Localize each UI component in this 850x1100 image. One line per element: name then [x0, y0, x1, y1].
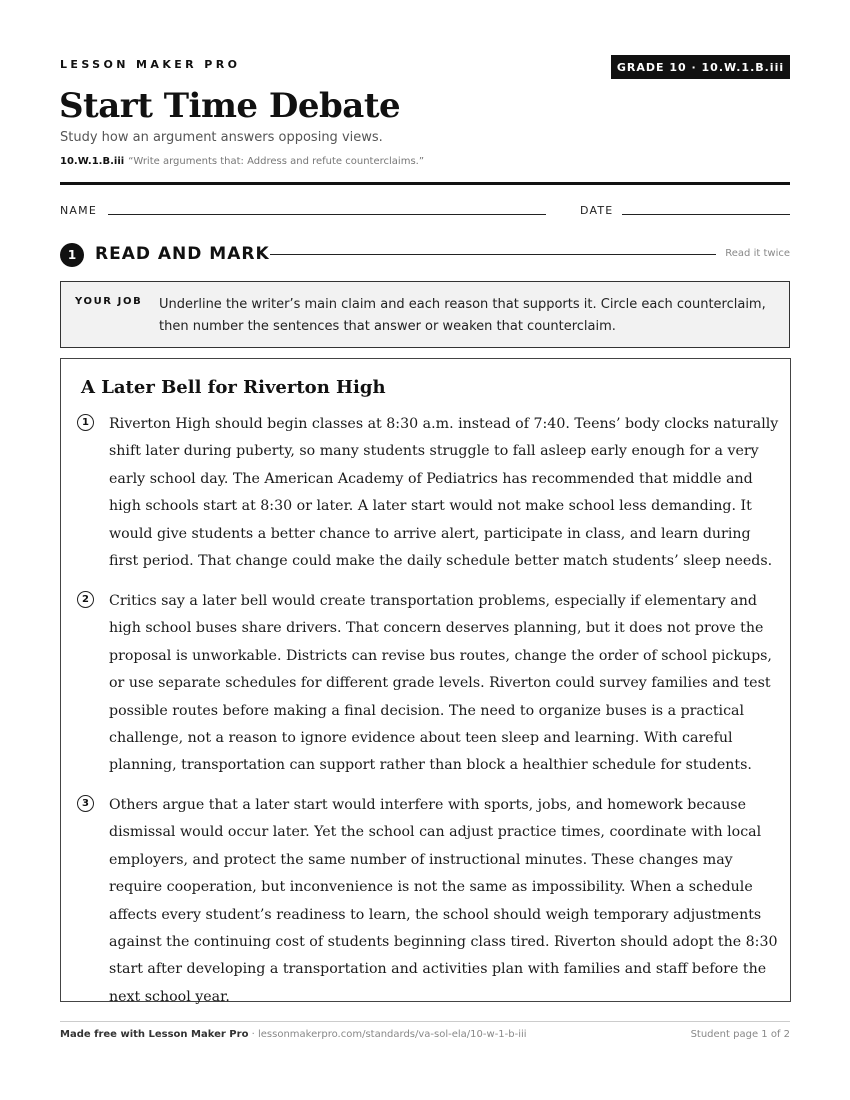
paragraph-3: Others argue that a later start would interfere with sports, jobs, and homework because dismissal would occur later. Yet the school can adjust practice times, coordinate with local employers, and protect the same number of instructional minutes. These changes may require cooperation, but inconvenience is not the same as impossibility. When a schedule affects every student’s readiness to learn, the school should weigh temporary adjustments against the continuing cost of students beginning class tired. Riverton should adopt the 8:30 start after developing a transportation and activities plan with families and staff before the next school year.: [109, 797, 778, 1005]
instructions-text: Underline the writer’s main claim and each reason that supports it. Circle each counterclaim, then number the sentences that answer or weaken that counterclaim.: [159, 297, 766, 334]
standard-code: 10.W.1.B.iii: [60, 156, 125, 167]
paragraph-1: Riverton High should begin classes at 8:30 a.m. instead of 7:40. Teens’ body clocks naturally shift later during puberty, so many students struggle to fall asleep early enough for a very early school day. The American Academy of Pediatrics has recommended that middle and high schools start at 8:30 or later. A later start would not make school less demanding. It would give students a better chance to arrive alert, participate in class, and learn during first period. That change could make the daily schedule better match students’ sleep needs.: [109, 416, 779, 570]
grade-standard-badge: GRADE 10 · 10.W.1.B.iii: [611, 55, 790, 79]
page-title: Start Time Debate: [59, 86, 401, 126]
name-field[interactable]: [108, 214, 546, 215]
header-divider: [60, 182, 790, 185]
footer-divider: [60, 1021, 790, 1022]
footer-page-number: Student page 1 of 2: [690, 1029, 790, 1040]
footer-made-with: Made free with Lesson Maker Pro: [60, 1029, 249, 1040]
section-title: READ AND MARK: [95, 244, 270, 264]
article-title: A Later Bell for Riverton High: [81, 377, 386, 398]
section-divider: [270, 254, 716, 255]
paragraph-2: Critics say a later bell would create transportation problems, especially if elementary and high school buses share drivers. That concern deserves planning, but it does not prove the proposal is unworkable. Districts can revise bus routes, change the order of school pickups, or use separate schedules for different grade levels. Riverton could survey families and test possible routes before making a final decision. The need to organize buses is a practical challenge, not a reason to ignore evidence about teen sleep and learning. With careful planning, transportation can support rather than block a healthier schedule for students.: [109, 593, 772, 774]
section-number-badge: 1: [60, 243, 84, 267]
date-label: DATE: [580, 204, 614, 217]
article-passage: [60, 358, 791, 1005]
footer-url-link[interactable]: lessonmakerpro.com/standards/va-sol-ela/10-w-1-b-iii: [257, 1029, 527, 1040]
paragraph-number-3: 3: [77, 795, 94, 812]
instructions-label: YOUR JOB: [75, 296, 143, 307]
standard-line: [60, 156, 424, 167]
paragraph-number-2: 2: [77, 591, 94, 608]
standard-quote: “Write arguments that: Address and refute counterclaims.”: [128, 156, 425, 167]
brand-name: LESSON MAKER PRO: [60, 58, 241, 71]
page-subtitle: Study how an argument answers opposing views.: [60, 130, 383, 145]
section-note: Read it twice: [725, 248, 790, 259]
footer-credit: [60, 1029, 527, 1040]
date-field[interactable]: [622, 214, 790, 215]
name-label: NAME: [60, 204, 97, 217]
instructions-box: [60, 281, 790, 348]
footer-separator: ·: [248, 1029, 258, 1040]
paragraph-number-1: 1: [77, 414, 94, 431]
